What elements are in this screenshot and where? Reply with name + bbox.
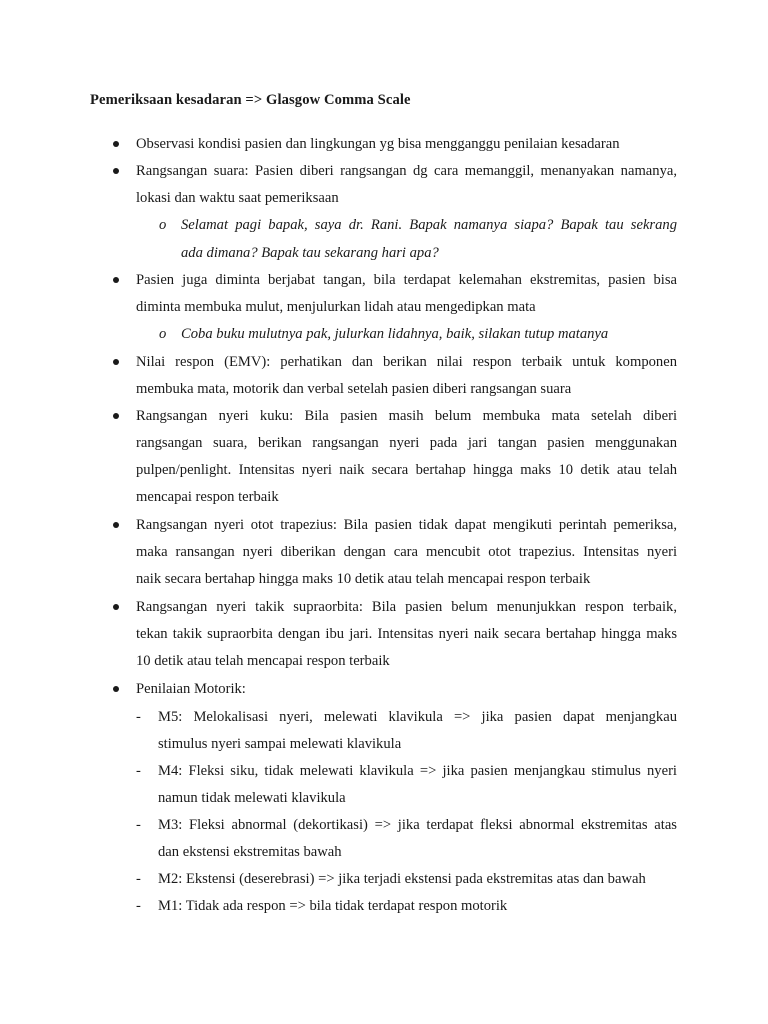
paragraph-line: mencapai respon terbaik [136,489,279,505]
quote-line: ada dimana? Bapak tau sekarang hari apa? [181,245,439,261]
bullet-dot [113,168,119,174]
document-title: Pemeriksaan kesadaran => Glasgow Comma Scale [90,92,411,108]
paragraph-line: Rangsangan suara: Pasien diberi rangsangan dg cara memanggil, menanyakan namanya, [136,163,677,179]
bullet-dot [113,413,119,419]
dash-marker: - [136,709,141,725]
bullet-dot [113,359,119,365]
motor-line: dan ekstensi ekstremitas bawah [158,844,342,860]
motor-line: M4: Fleksi siku, tidak melewati klavikula => jika pasien menjangkau stimulus nyeri [158,763,677,779]
motor-line: M1: Tidak ada respon => bila tidak terdapat respon motorik [158,898,508,914]
quote-line: Selamat pagi bapak, saya dr. Rani. Bapak namanya siapa? Bapak tau sekrang [181,217,677,233]
paragraph-line: maka ransangan nyeri diberikan dengan cara mencubit otot trapezius. Intensitas nyeri [136,544,677,560]
bullet-dot [113,141,119,147]
paragraph-line: membuka mata, motorik dan verbal setelah pasien diberi rangsangan suara [136,381,572,397]
sub-bullet-marker: o [159,217,167,233]
paragraph-line: pulpen/penlight. Intensitas nyeri naik secara bertahap hingga maks 10 detik atau telah [136,462,677,478]
motor-line: namun tidak melewati klavikula [158,790,346,806]
dash-marker: - [136,763,141,779]
paragraph-line: Rangsangan nyeri takik supraorbita: Bila pasien belum menunjukkan respon terbaik, [136,599,677,615]
dash-marker: - [136,871,141,887]
bullet-dot [113,522,119,528]
paragraph-line: lokasi dan waktu saat pemeriksaan [136,190,339,206]
paragraph-line: 10 detik atau telah mencapai respon terbaik [136,653,390,669]
dash-marker: - [136,817,141,833]
dash-marker: - [136,898,141,914]
bullet-dot [113,277,119,283]
motor-line: M3: Fleksi abnormal (dekortikasi) => jika terdapat fleksi abnormal ekstremitas atas [158,817,677,833]
motor-line: M2: Ekstensi (deserebrasi) => jika terjadi ekstensi pada ekstremitas atas dan bawah [158,871,646,887]
motor-line: stimulus nyeri sampai melewati klavikula [158,736,402,752]
motor-line: M5: Melokalisasi nyeri, melewati klavikula => jika pasien dapat menjangkau [158,709,677,725]
paragraph-line: naik secara bertahap hingga maks 10 detik atau telah mencapai respon terbaik [136,571,591,587]
paragraph-line: diminta membuka mulut, menjulurkan lidah atau mengedipkan mata [136,299,536,315]
sub-bullet-marker: o [159,326,167,342]
quote-line: Coba buku mulutnya pak, julurkan lidahnya, baik, silakan tutup matanya [181,326,609,342]
paragraph-line: Penilaian Motorik: [136,681,246,697]
paragraph-line: Observasi kondisi pasien dan lingkungan yg bisa mengganggu penilaian kesadaran [136,136,620,152]
paragraph-line: tekan takik supraorbita dengan ibu jari. Intensitas nyeri naik secara bertahap hingga maks [136,626,677,642]
paragraph-line: Nilai respon (EMV): perhatikan dan berikan nilai respon terbaik untuk komponen [136,354,677,370]
paragraph-line: rangsangan suara, berikan rangsangan nyeri pada jari tangan pasien menggunakan [136,435,677,451]
bullet-dot [113,604,119,610]
paragraph-line: Rangsangan nyeri otot trapezius: Bila pasien tidak dapat mengikuti perintah pemeriksa, [136,517,677,533]
paragraph-line: Rangsangan nyeri kuku: Bila pasien masih belum membuka mata setelah diberi [136,408,677,424]
bullet-dot [113,686,119,692]
paragraph-line: Pasien juga diminta berjabat tangan, bila terdapat kelemahan ekstremitas, pasien bisa [136,272,677,288]
